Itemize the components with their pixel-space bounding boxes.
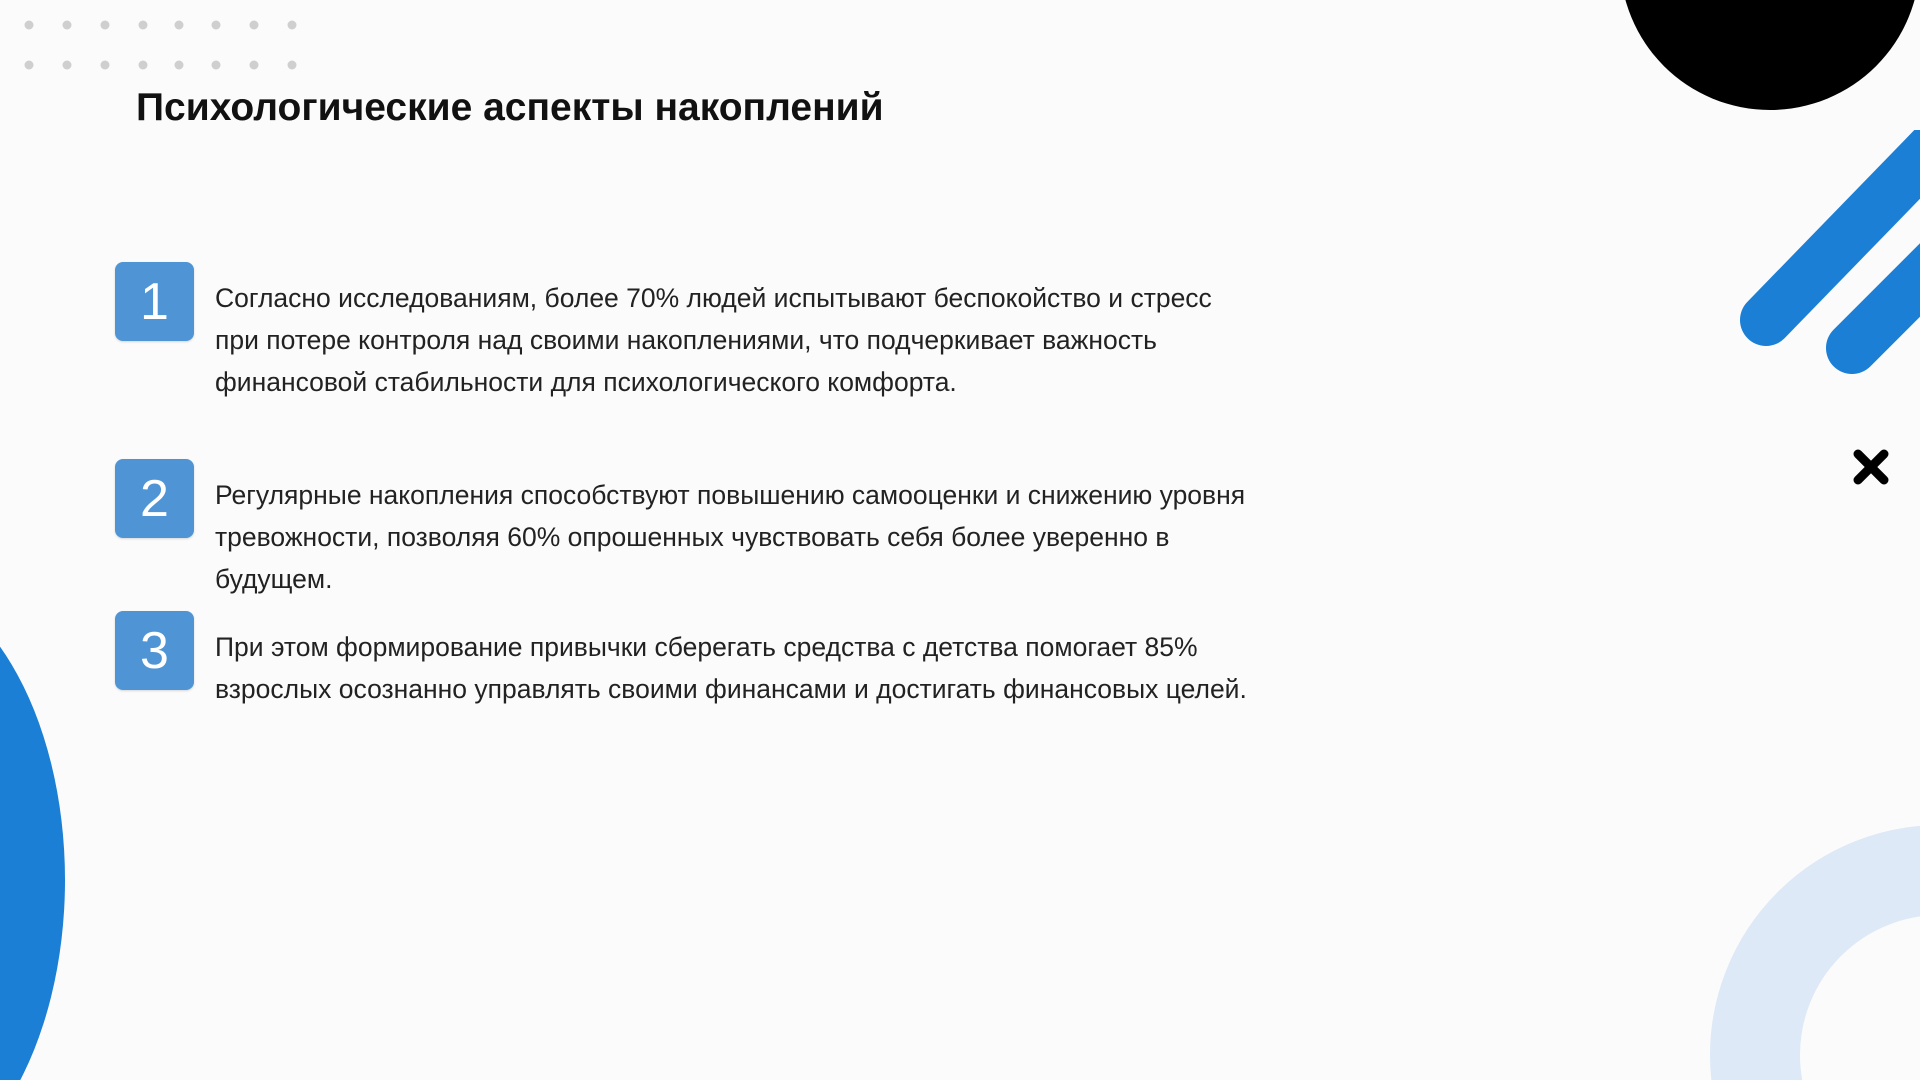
close-icon: [1851, 447, 1891, 487]
list-item: [115, 459, 1265, 600]
dot-grid-decoration: [0, 0, 320, 90]
item-number-badge: 3: [115, 611, 194, 690]
list-item: [115, 262, 1265, 403]
blue-half-circle-decoration: [0, 575, 65, 1080]
item-text: Регулярные накопления способствуют повышению самооценки и снижению уровня тревожности, позволяя 60% опрошенных чувствовать себя более уверенно в будущем.: [215, 480, 1246, 594]
item-number-badge: 2: [115, 459, 194, 538]
item-text: Согласно исследованиям, более 70% людей испытывают беспокойство и стресс при потере контроля над своими накоплениями, что подчеркивает важность финансовой стабильности для психологического комфорта.: [215, 283, 1212, 397]
item-number-badge: 1: [115, 262, 194, 341]
black-circle-decoration: [1620, 0, 1920, 110]
blue-stripes-decoration: [1740, 130, 1920, 390]
list-item: [115, 611, 1265, 710]
item-text: При этом формирование привычки сберегать средства с детства помогает 85% взрослых осознанно управлять своими финансами и достигать финансовых целей.: [215, 632, 1247, 704]
light-blue-ring-decoration: [1710, 825, 1920, 1080]
page-title: Психологические аспекты накоплений: [136, 86, 884, 129]
